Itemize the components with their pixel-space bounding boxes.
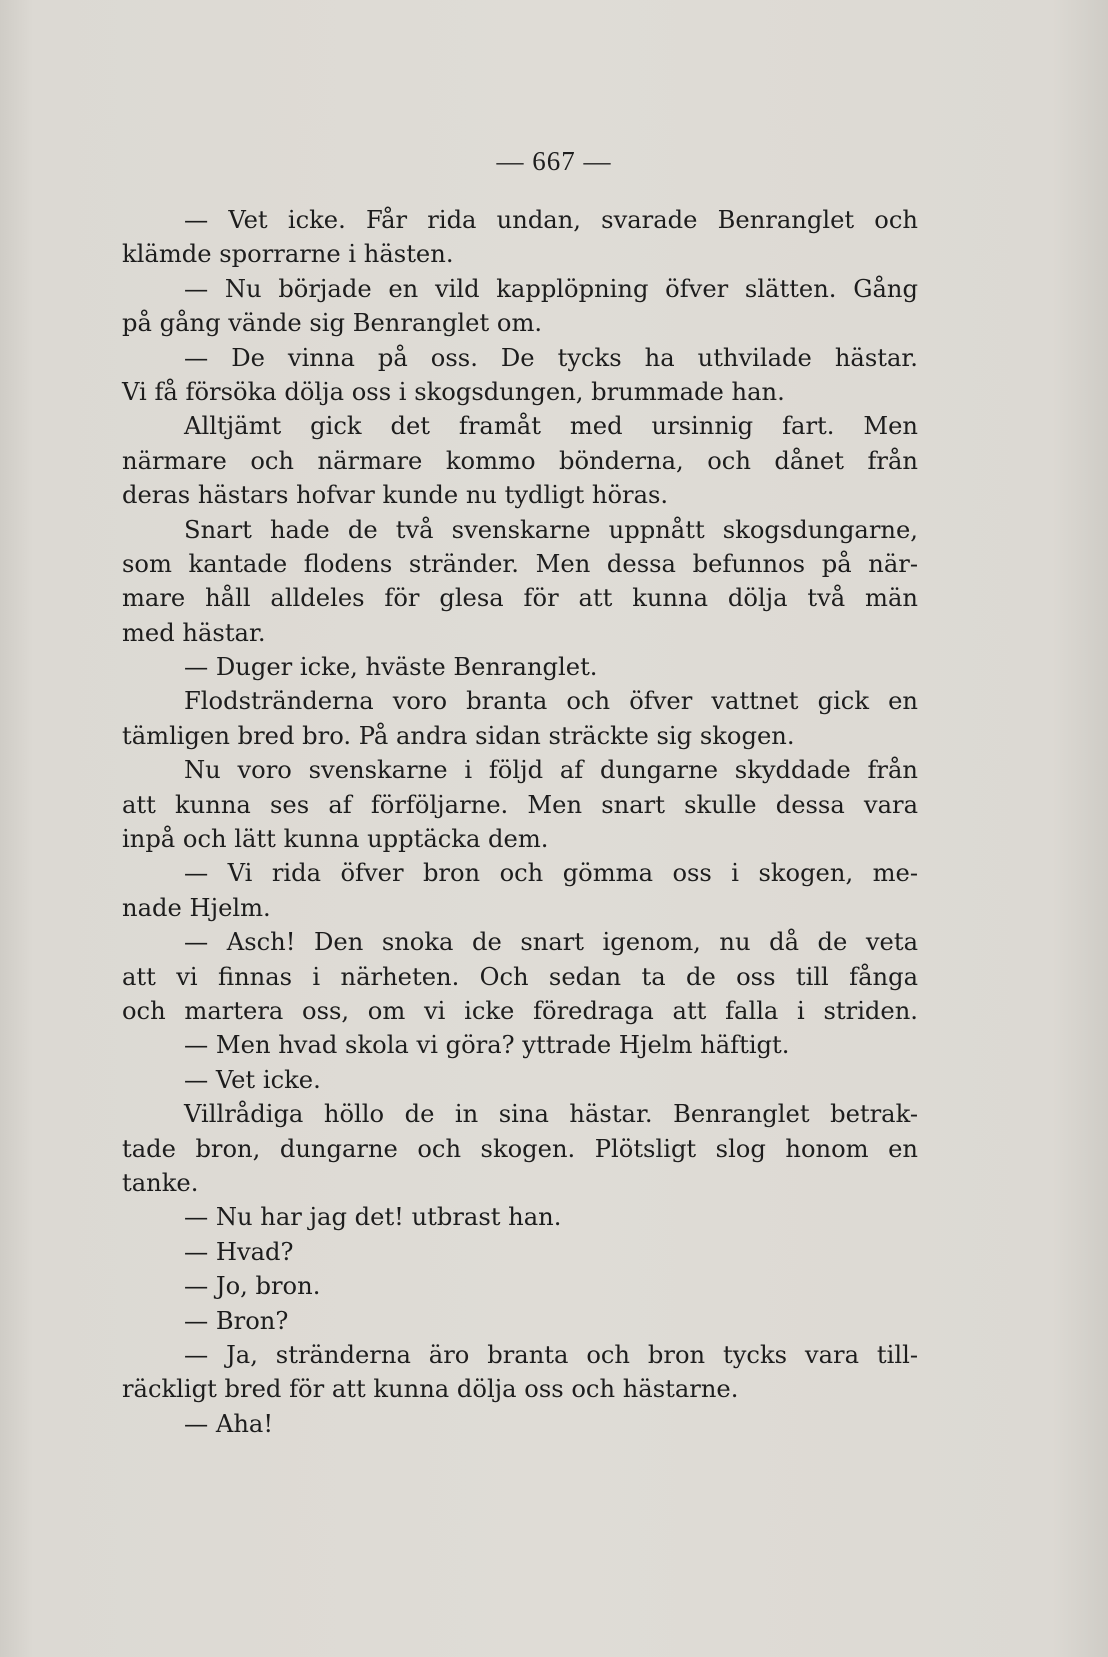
text-line: Flodstränderna voro branta och öfver vattnet gick en [184, 687, 918, 716]
text-line: räckligt bred för att kunna dölja oss och hästarne. [122, 1375, 739, 1404]
text-line: — Nu började en vild kapplöpning öfver slätten. Gång [184, 274, 918, 303]
text-line: — Aha! [184, 1409, 274, 1438]
page-number: — 667 — [496, 146, 612, 176]
text-line: — Asch! Den snoka de snart igenom, nu då de veta [184, 928, 918, 957]
text-line: Nu voro svenskarne i följd af dungarne skyddade från [184, 756, 918, 785]
text-line: Vi få försöka dölja oss i skogsdungen, brummade han. [122, 377, 785, 406]
text-line: på gång vände sig Benranglet om. [122, 309, 543, 338]
text-line: nade Hjelm. [122, 893, 271, 922]
text-line: och martera oss, om vi icke föredraga att falla i striden. [122, 996, 918, 1025]
text-line: — Jo, bron. [184, 1272, 321, 1301]
text-line: — Ja, stränderna äro branta och bron tycks vara till- [184, 1340, 918, 1369]
text-line: — Duger icke, hväste Benranglet. [184, 653, 598, 682]
text-line: tämligen bred bro. På andra sidan sträckte sig skogen. [122, 721, 795, 750]
text-line: Alltjämt gick det framåt med ursinnig fart. Men [184, 412, 918, 441]
text-line: närmare och närmare kommo bönderna, och dånet från [122, 446, 918, 475]
body-text [122, 203, 918, 1441]
text-line: — Vet icke. Får rida undan, svarade Benranglet och [184, 206, 918, 234]
text-line: — De vinna på oss. De tycks ha uthvilade hästar. [184, 343, 918, 372]
text-line: att kunna ses af förföljarne. Men snart skulle dessa vara [122, 790, 918, 819]
text-line: som kantade flodens stränder. Men dessa befunnos på när- [122, 549, 918, 578]
text-line: tade bron, dungarne och skogen. Plötsligt slog honom en [122, 1134, 918, 1163]
text-line: Snart hade de två svenskarne uppnått skogsdungarne, [184, 515, 918, 544]
text-line: — Nu har jag det! utbrast han. [184, 1203, 562, 1232]
text-line: med hästar. [122, 618, 266, 647]
text-line: — Vi rida öfver bron och gömma oss i skogen, me- [184, 859, 918, 888]
text-line: — Hvad? [184, 1237, 294, 1266]
text-line: — Bron? [184, 1306, 289, 1335]
text-line: att vi finnas i närheten. Och sedan ta de oss till fånga [122, 962, 918, 991]
text-line: klämde sporrarne i hästen. [122, 240, 454, 269]
text-line: tanke. [122, 1168, 199, 1197]
text-line: deras hästars hofvar kunde nu tydligt höras. [122, 481, 669, 510]
text-line: inpå och lätt kunna upptäcka dem. [122, 825, 549, 854]
text-line: mare håll alldeles för glesa för att kunna dölja två män [122, 584, 918, 613]
text-line: Villrådiga höllo de in sina hästar. Benranglet betrak- [184, 1100, 918, 1129]
text-line: — Vet icke. [184, 1065, 321, 1094]
text-line: — Men hvad skola vi göra? yttrade Hjelm häftigt. [184, 1031, 790, 1060]
